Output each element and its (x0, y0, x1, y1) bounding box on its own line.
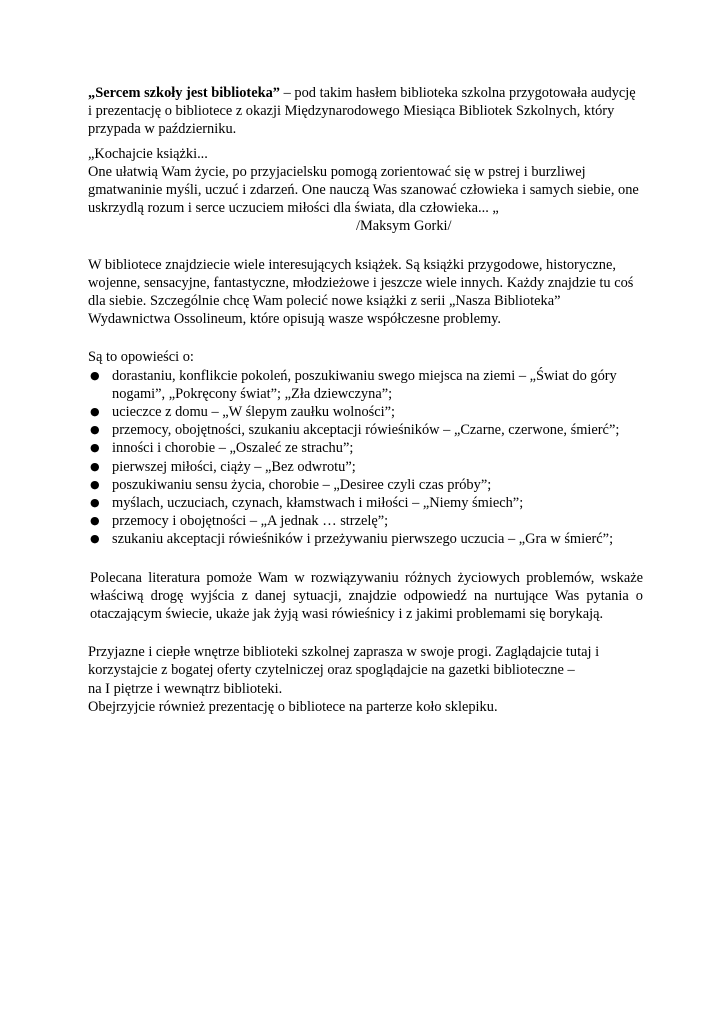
list-item-text: szukaniu akceptacji rówieśników i przeżywaniu pierwszego uczucia – „Gra w śmierć”; (112, 531, 614, 548)
list-item-text: ucieczce z domu – „W ślepym zaułku wolności”; (112, 404, 396, 421)
list-item (88, 421, 643, 439)
slogan-text: „Sercem szkoły jest biblioteka” (88, 85, 280, 101)
closing-line-2: na I piętrze i wewnątrz biblioteki. (88, 680, 283, 697)
bullet-icon: ● (90, 405, 100, 419)
gorki-quote (88, 145, 643, 236)
list-item (88, 476, 643, 494)
list-item (88, 367, 643, 403)
document-page (88, 84, 643, 716)
quote-author: /Maksym Gorki/ (356, 218, 452, 235)
bullet-icon: ● (90, 368, 100, 382)
list-item-text: przemocy, obojętności, szukaniu akceptacji rówieśników – „Czarne, czerwone, śmierć”; (112, 422, 620, 439)
closing-line-3: Obejrzyjcie również prezentację o bibliotece na parterze koło sklepiku. (88, 698, 498, 715)
closing-line-1: Przyjazne i ciepłe wnętrze biblioteki szkolnej zaprasza w swoje progi. Zaglądajcie tutaj i korzystajcie z bogatej oferty czytelniczej oraz spoglądajcie na gazetki biblioteczne – (88, 644, 600, 679)
quote-body: One ułatwią Wam życie, po przyjacielsku pomogą zorientować się w pstrej i burzliwej gmatwaninie myśli, uczuć i zdarzeń. One nauczą Was szanować człowieka i samych siebie, one uskrzydlą rozum i serce uczuciem miłości dla świata, dla człowieka... „ (88, 163, 639, 217)
list-item (88, 512, 643, 530)
list-item (88, 403, 643, 421)
list-intro: Są to opowieści o: (88, 349, 194, 366)
list-item-text: dorastaniu, konflikcie pokoleń, poszukiwaniu swego miejsca na ziemi – „Świat do góry nogami”, „Pokręcony świat”; „Zła dziewczyna”; (112, 367, 617, 402)
list-item-text: pierwszej miłości, ciąży – „Bez odwrotu”; (112, 458, 356, 475)
intro-paragraph (88, 84, 643, 139)
list-item-text: myślach, uczuciach, czynach, kłamstwach i miłości – „Niemy śmiech”; (112, 495, 524, 512)
intro-text: – pod takim hasłem biblioteka szkolna przygotowała audycję i prezentację o bibliotece z okazji Międzynarodowego Miesiąca Bibliotek Szkolnych, który przypada w październiku. (88, 85, 636, 138)
list-item (88, 494, 643, 512)
list-item-text: poszukiwaniu sensu życia, chorobie – „Desiree czyli czas próby”; (112, 476, 492, 493)
bullet-icon: ● (90, 441, 100, 455)
bullet-icon: ● (90, 514, 100, 528)
bullet-icon: ● (90, 532, 100, 546)
library-paragraph: W bibliotece znajdziecie wiele interesujących książek. Są książki przygodowe, historyczne, wojenne, sensacyjne, fantastyczne, młodzieżowe i jeszcze wiele innych. Każdy znajdzie tu coś dla siebie. Szczególnie chcę Wam polecić nowe książki z serii „Nasza Biblioteka” Wydawnictwa Ossolineum, które opisują wasze współczesne problemy. (88, 256, 634, 328)
bullet-icon: ● (90, 477, 100, 491)
quote-opening: „Kochajcie książki... (88, 145, 208, 162)
closing-paragraph (88, 643, 643, 716)
topics-list (88, 367, 643, 549)
list-item-text: przemocy i obojętności – „A jednak … strzelę”; (112, 513, 389, 530)
list-item (88, 530, 643, 548)
bullet-icon: ● (90, 496, 100, 510)
list-item (88, 458, 643, 476)
bullet-icon: ● (90, 423, 100, 437)
list-item (88, 439, 643, 457)
bullet-icon: ● (90, 459, 100, 473)
list-item-text: inności i chorobie – „Oszaleć ze strachu”; (112, 440, 354, 457)
recommendation-paragraph: Polecana literatura pomoże Wam w rozwiązywaniu różnych życiowych problemów, wskaże właściwą drogę wyjścia z danej sytuacji, znajdzie odpowiedź na nurtujące Was pytania o otaczającym świecie, ukaże jak żyją wasi rówieśnicy i z jakimi problemami się borykają. (90, 569, 643, 623)
